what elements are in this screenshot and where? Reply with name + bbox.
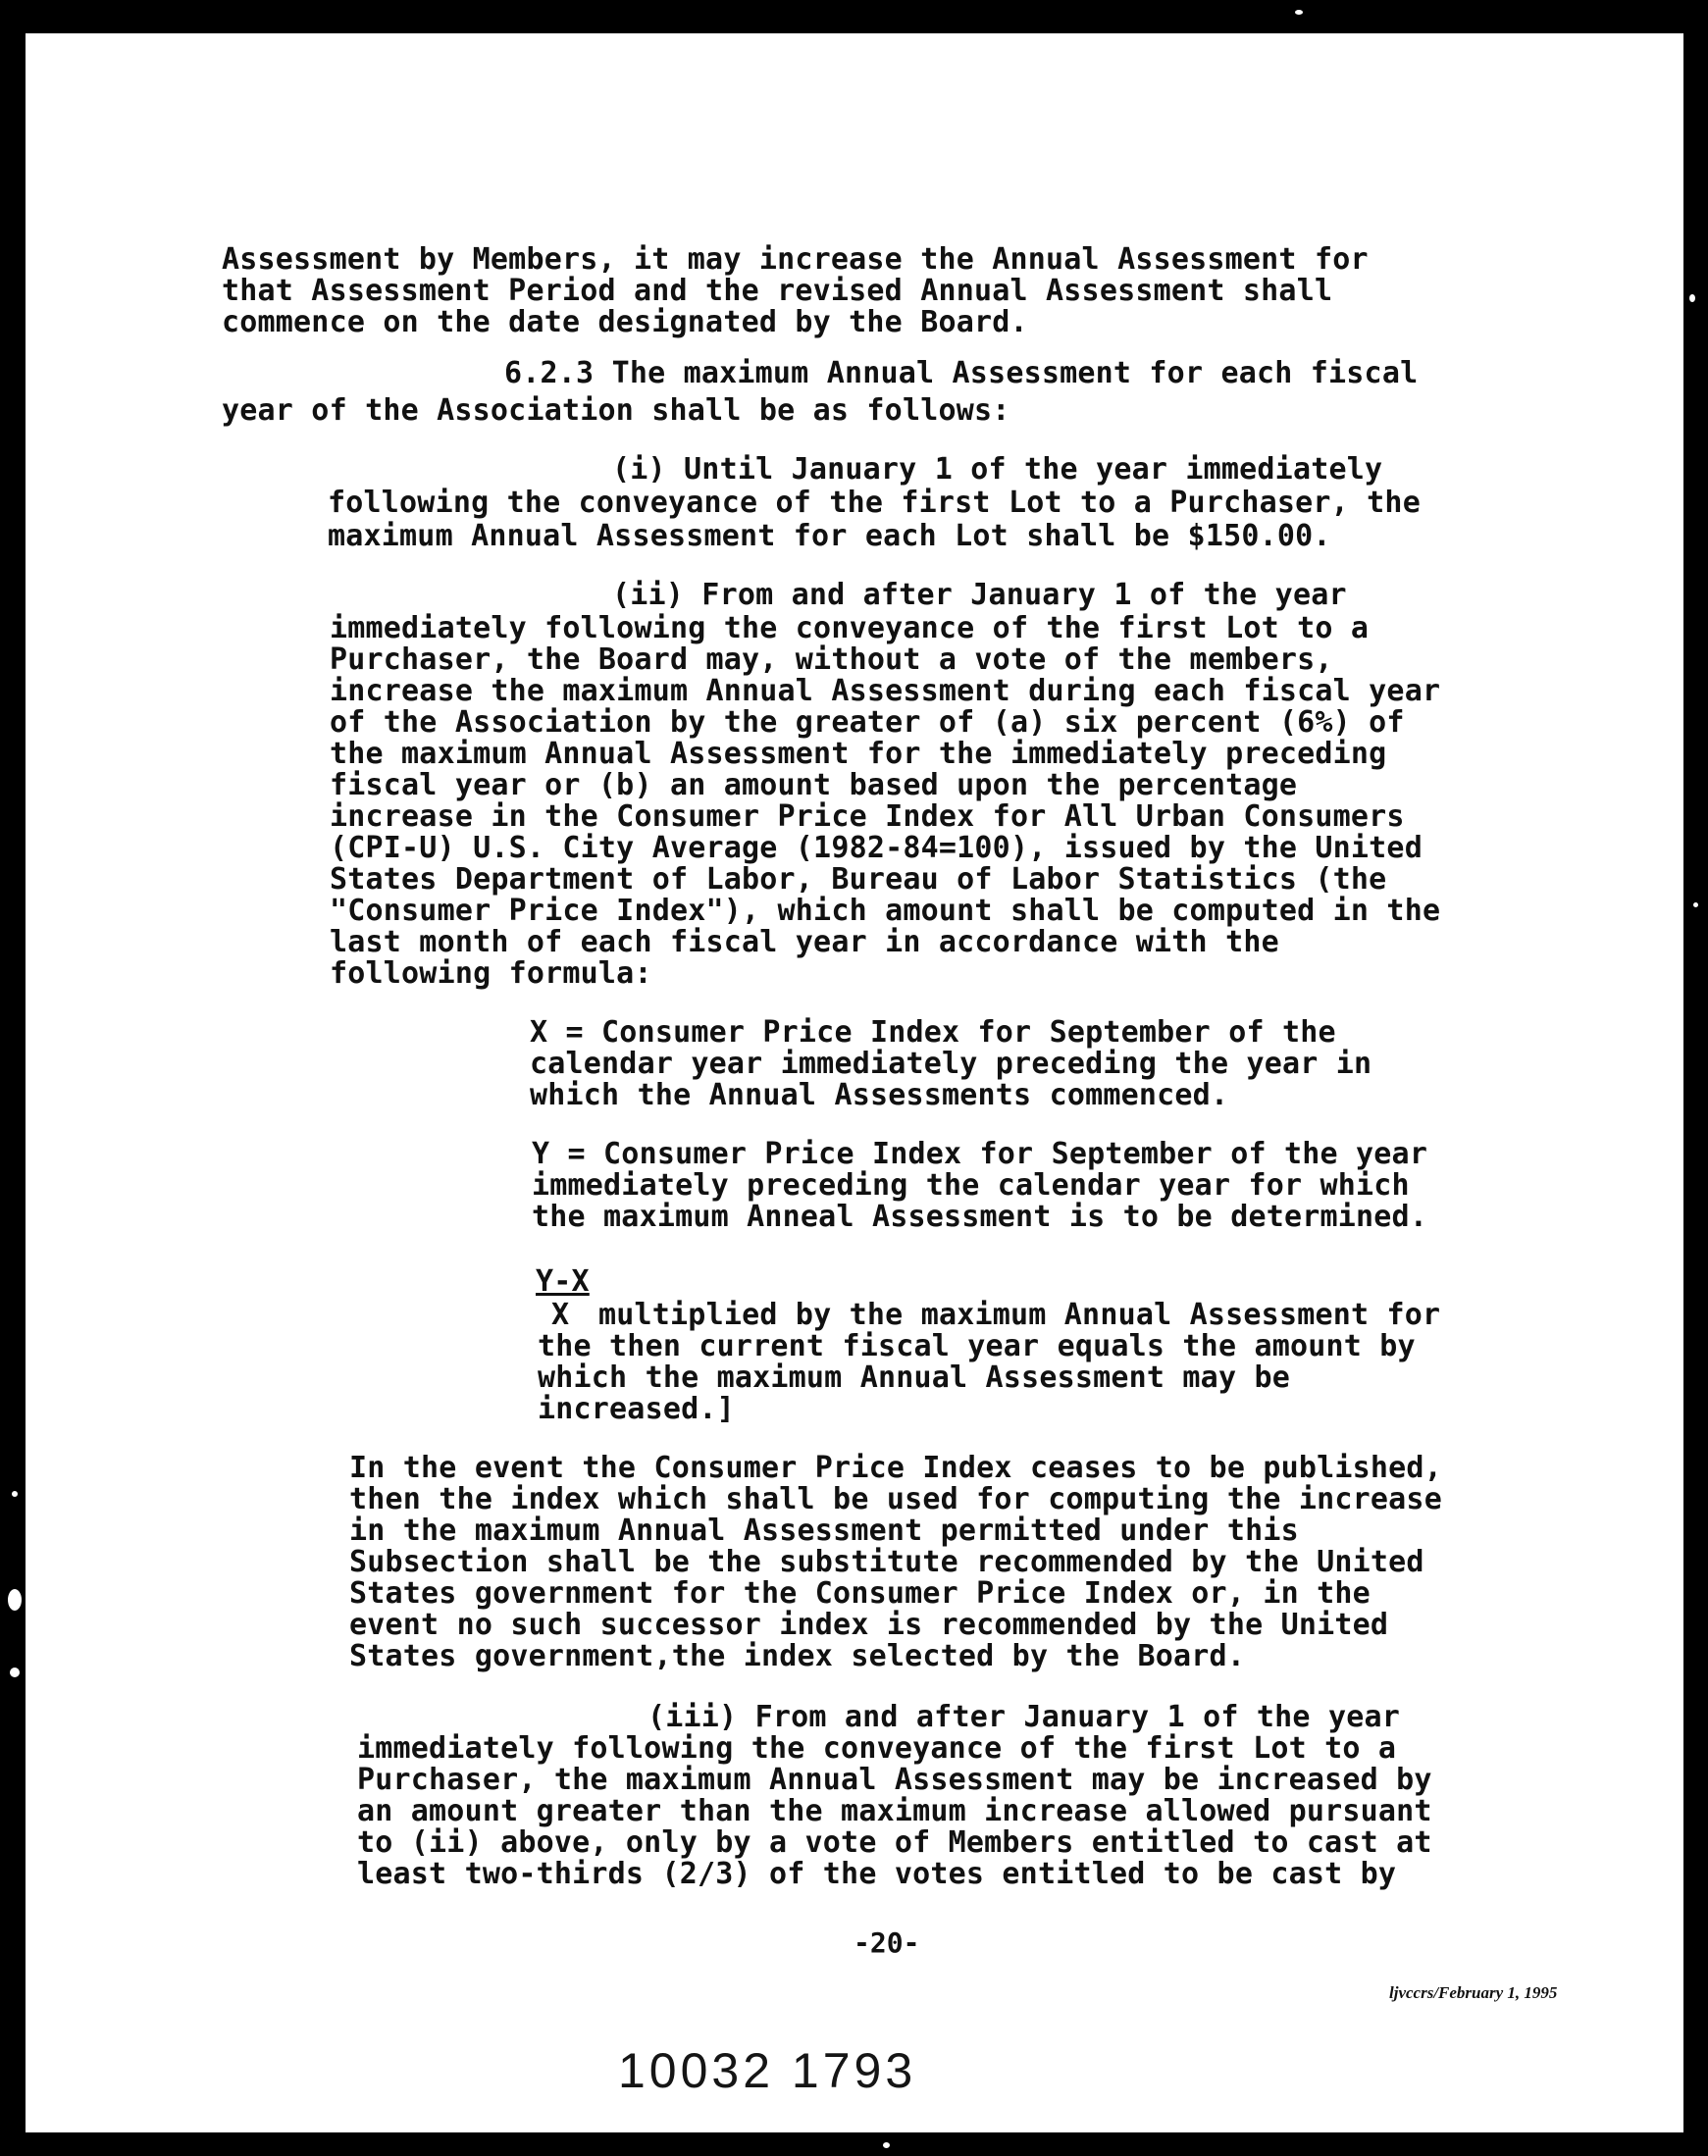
document-number: 10032 1793 [618,2043,917,2098]
formula-x-line-2: calendar year immediately preceding the year in [530,1047,1372,1081]
item-ii-line-12: last month of each fiscal year in accordance with the [330,925,1279,959]
cpi-paragraph-line-5: States government for the Consumer Price Index or, in the [349,1576,1371,1611]
item-ii-line-9: (CPI-U) U.S. City Average (1982-84=100), issued by the United [330,831,1423,865]
item-ii-line-2: immediately following the conveyance of the first Lot to a [330,611,1370,645]
item-ii-line-6: the maximum Annual Assessment for the immediately preceding [330,737,1387,771]
formula-ratio-line-2: the then current fiscal year equals the amount by [538,1329,1416,1363]
document-page [26,33,1683,2132]
item-iii-line-1: (iii) From and after January 1 of the year [647,1700,1400,1734]
item-iii-line-6: least two-thirds (2/3) of the votes entitled to be cast by [357,1857,1397,1891]
formula-denominator: X [551,1298,570,1332]
formula-y-line-2: immediately preceding the calendar year for which [532,1168,1410,1203]
item-ii-line-3: Purchaser, the Board may, without a vote of the members, [330,642,1333,677]
item-ii-line-8: increase in the Consumer Price Index for All Urban Consumers [330,799,1405,834]
scan-speck [12,1491,18,1497]
item-iii-line-3: Purchaser, the maximum Annual Assessment may be increased by [357,1763,1432,1797]
cpi-paragraph-line-7: States government,the index selected by the Board. [349,1639,1246,1673]
item-ii-line-7: fiscal year or (b) an amount based upon the percentage [330,768,1298,802]
item-ii-line-11: "Consumer Price Index"), which amount shall be computed in the [330,894,1441,928]
continuation-line-3: commence on the date designated by the Board. [222,305,1028,339]
cpi-paragraph-line-2: then the index which shall be used for computing the increase [349,1482,1442,1516]
item-iii-line-5: to (ii) above, only by a vote of Members entitled to cast at [357,1825,1432,1860]
formula-numerator: Y-X [536,1264,590,1299]
scan-speck [883,2142,890,2148]
item-ii-line-10: States Department of Labor, Bureau of Labor Statistics (the [330,862,1387,897]
formula-ratio-line-1: multiplied by the maximum Annual Assessment for [598,1298,1441,1332]
item-i-line-1: (i) Until January 1 of the year immediately [612,452,1383,487]
continuation-line-2: that Assessment Period and the revised Annual Assessment shall [222,274,1333,308]
item-iii-line-2: immediately following the conveyance of the first Lot to a [357,1731,1397,1766]
formula-y-line-1: Y = Consumer Price Index for September of the year [532,1137,1428,1171]
cpi-paragraph-line-6: event no such successor index is recommended by the United [349,1608,1389,1642]
continuation-line-1: Assessment by Members, it may increase the Annual Assessment for [222,242,1369,277]
scan-speck [1689,294,1695,302]
scan-speck [8,1589,22,1611]
formula-y-line-3: the maximum Anneal Assessment is to be determined. [532,1200,1428,1234]
section-623-line-2: year of the Association shall be as follows: [222,393,1010,428]
cpi-paragraph-line-3: in the maximum Annual Assessment permitted under this [349,1514,1299,1548]
scan-speck [1693,902,1698,907]
formula-ratio-line-4: increased.] [538,1392,735,1426]
file-date: ljvccrs/February 1, 1995 [1389,1983,1558,2002]
section-623-heading: 6.2.3 The maximum Annual Assessment for each fiscal [504,356,1419,390]
item-ii-line-13: following formula: [330,956,652,991]
item-i-line-2: following the conveyance of the first Lot to a Purchaser, the [328,486,1421,520]
scan-speck [1295,10,1303,15]
item-iii-line-4: an amount greater than the maximum increase allowed pursuant [357,1794,1432,1828]
item-ii-line-4: increase the maximum Annual Assessment during each fiscal year [330,674,1441,708]
cpi-paragraph-line-1: In the event the Consumer Price Index ceases to be published, [349,1451,1442,1485]
item-ii-line-5: of the Association by the greater of (a) six percent (6%) of [330,705,1405,740]
scan-speck [10,1668,20,1677]
cpi-paragraph-line-4: Subsection shall be the substitute recommended by the United [349,1545,1424,1579]
page-number: -20- [854,1926,920,1959]
formula-x-line-1: X = Consumer Price Index for September of the [530,1015,1336,1050]
item-i-line-3: maximum Annual Assessment for each Lot shall be $150.00. [328,519,1331,553]
item-ii-line-1: (ii) From and after January 1 of the year [612,578,1347,612]
formula-ratio-line-3: which the maximum Annual Assessment may be [538,1360,1290,1395]
formula-x-line-3: which the Annual Assessments commenced. [530,1078,1229,1112]
